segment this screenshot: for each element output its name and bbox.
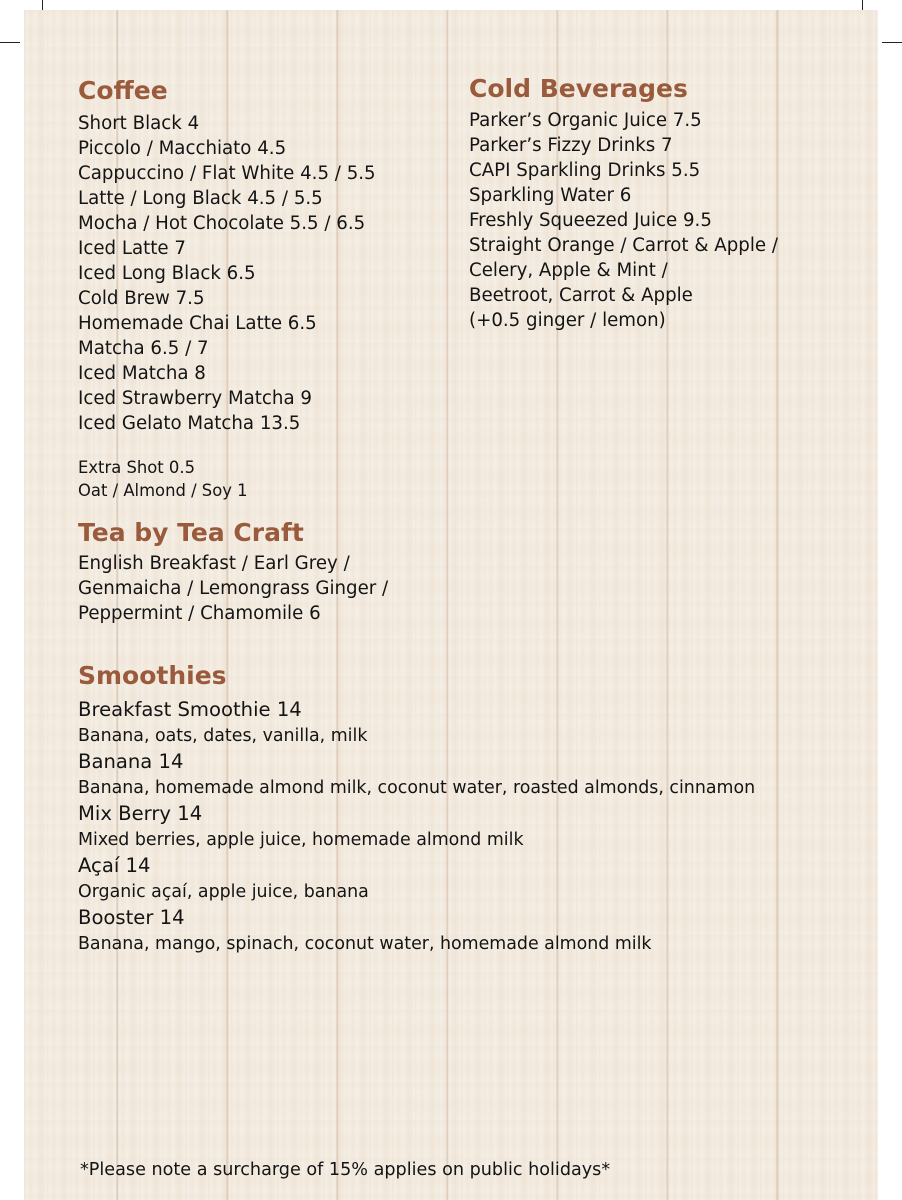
smoothie-description: Banana, homemade almond milk, coconut water, roasted almonds, cinnamon (78, 778, 756, 798)
smoothie-item (78, 697, 838, 749)
smoothie-description: Banana, oats, dates, vanilla, milk (78, 726, 368, 746)
menu-item: Short Black 4 (78, 113, 200, 134)
menu-item: Celery, Apple & Mint / (469, 260, 668, 281)
tea-heading: Tea by Tea Craft (78, 518, 304, 547)
coffee-extras-list (78, 456, 248, 502)
extra-item: Extra Shot 0.5 (78, 458, 195, 477)
menu-item: Matcha 6.5 / 7 (78, 338, 209, 359)
coffee-heading: Coffee (78, 76, 168, 105)
menu-item: Iced Matcha 8 (78, 363, 206, 384)
smoothie-item (78, 853, 838, 905)
menu-item: Peppermint / Chamomile 6 (78, 603, 321, 624)
menu-item: English Breakfast / Earl Grey / (78, 553, 350, 574)
menu-item: Latte / Long Black 4.5 / 5.5 (78, 188, 323, 209)
smoothie-item (78, 905, 838, 957)
menu-item: Iced Long Black 6.5 (78, 263, 256, 284)
menu-item: Cappuccino / Flat White 4.5 / 5.5 (78, 163, 376, 184)
tea-list (78, 551, 388, 626)
menu-item: Piccolo / Macchiato 4.5 (78, 138, 287, 159)
smoothies-list (78, 697, 838, 957)
smoothie-description: Organic açaí, apple juice, banana (78, 882, 369, 902)
menu-item: Parker’s Organic Juice 7.5 (469, 110, 702, 131)
smoothies-heading: Smoothies (78, 661, 227, 690)
menu-item: Sparkling Water 6 (469, 185, 632, 206)
smoothie-description: Banana, mango, spinach, coconut water, homemade almond milk (78, 934, 652, 954)
menu-item: CAPI Sparkling Drinks 5.5 (469, 160, 701, 181)
smoothie-name: Breakfast Smoothie 14 (78, 698, 302, 721)
crop-mark-right-horizontal (882, 42, 902, 43)
smoothie-item (78, 801, 838, 853)
menu-item: Mocha / Hot Chocolate 5.5 / 6.5 (78, 213, 366, 234)
cold-beverages-heading: Cold Beverages (469, 74, 688, 103)
extra-item: Oat / Almond / Soy 1 (78, 481, 248, 500)
smoothie-name: Mix Berry 14 (78, 802, 203, 825)
menu-item: Iced Gelato Matcha 13.5 (78, 413, 301, 434)
menu-item: Homemade Chai Latte 6.5 (78, 313, 317, 334)
menu-item: Beetroot, Carrot & Apple (469, 285, 693, 306)
crop-mark-left-horizontal (0, 42, 20, 43)
menu-item: Freshly Squeezed Juice 9.5 (469, 210, 712, 231)
coffee-list (78, 111, 376, 436)
menu-item: Straight Orange / Carrot & Apple / (469, 235, 778, 256)
surcharge-note: *Please note a surcharge of 15% applies on public holidays* (80, 1160, 611, 1180)
menu-item: Genmaicha / Lemongrass Ginger / (78, 578, 389, 599)
menu-page (24, 10, 878, 1200)
smoothie-name: Açaí 14 (78, 854, 151, 877)
menu-item: (+0.5 ginger / lemon) (469, 310, 666, 331)
menu-item: Iced Strawberry Matcha 9 (78, 388, 312, 409)
menu-item: Iced Latte 7 (78, 238, 186, 259)
smoothie-item (78, 749, 838, 801)
smoothie-name: Booster 14 (78, 906, 185, 929)
smoothie-name: Banana 14 (78, 750, 184, 773)
menu-item: Parker’s Fizzy Drinks 7 (469, 135, 673, 156)
smoothie-description: Mixed berries, apple juice, homemade almond milk (78, 830, 524, 850)
cold-beverages-list (469, 108, 778, 333)
menu-item: Cold Brew 7.5 (78, 288, 205, 309)
